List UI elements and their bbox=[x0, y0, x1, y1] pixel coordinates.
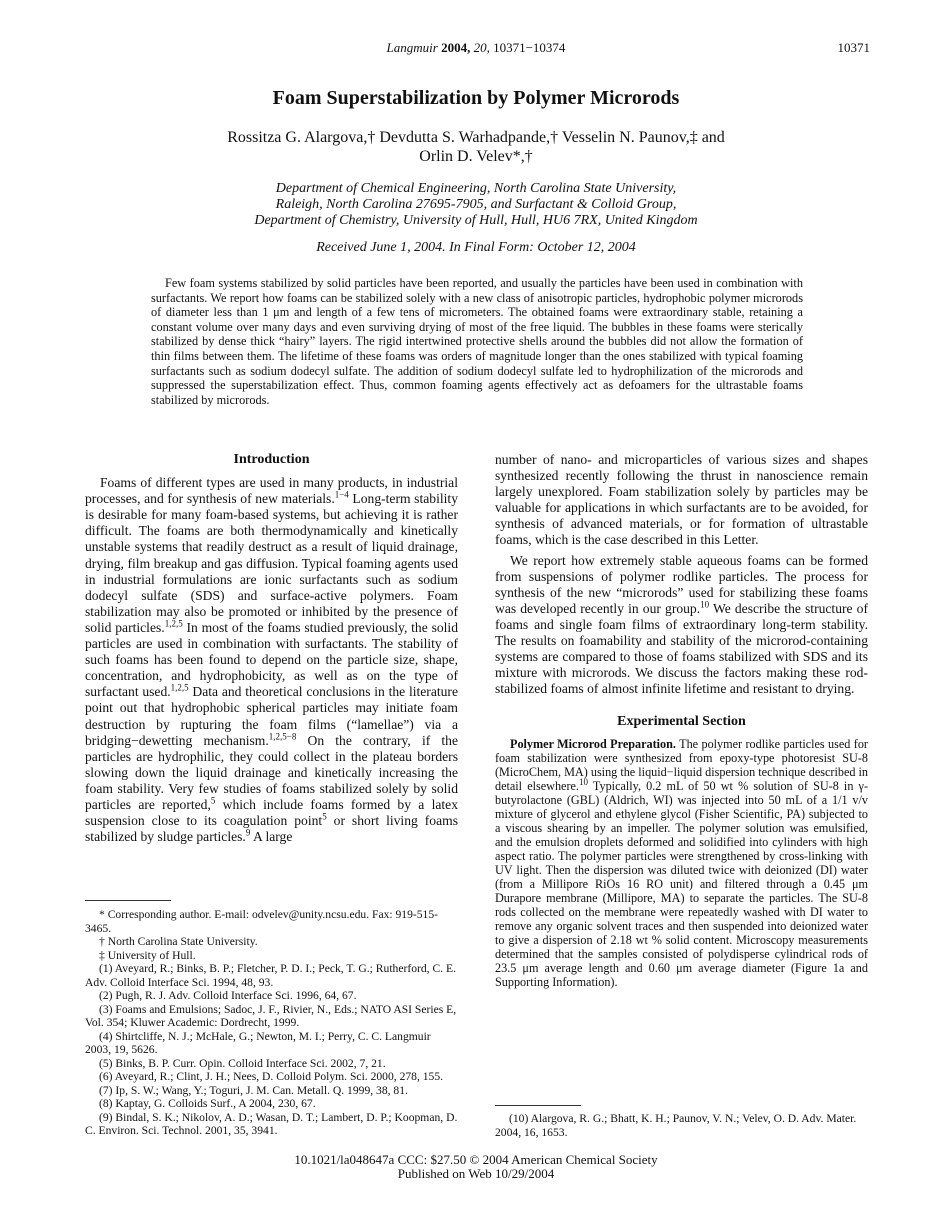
footnote-right bbox=[495, 1112, 868, 1139]
affiliation-line: Department of Chemistry, University of Hull, Hull, HU6 7RX, United Kingdom bbox=[254, 213, 698, 228]
footnotes-left bbox=[85, 908, 458, 1138]
reference-item: (3) Foams and Emulsions; Sadoc, J. F., Rivier, N., Eds.; NATO ASI Series E, Vol. 354; Kluwer Academic: Dordrecht, 1999. bbox=[85, 1002, 457, 1029]
introduction-heading: Introduction bbox=[233, 452, 310, 467]
experimental-body bbox=[495, 737, 868, 989]
authors-line-1: Rossitza G. Alargova,† Devdutta S. Warhadpande,† Vesselin N. Paunov,‡ and bbox=[227, 129, 725, 146]
right-column bbox=[495, 452, 868, 989]
abstract bbox=[151, 276, 803, 407]
page-number: 10371 bbox=[837, 40, 870, 55]
reference-item: (5) Binks, B. P. Curr. Opin. Colloid Interface Sci. 2002, 7, 21. bbox=[99, 1056, 386, 1070]
article-title: Foam Superstabilization by Polymer Microrods bbox=[272, 87, 680, 109]
footnote-affiliation: † North Carolina State University. bbox=[99, 935, 258, 948]
intro-paragraph-1: Foams of different types are used in many products, in industrial processes, and for synthesis of new materials.$^{1-4}$ Long-term stability is desirable for many foam-based systems, but achieving it is rather difficult. The foams are both thermodynamically and kinetically unstable systems that readily destruct as a result of liquid drainage, drying, film breakup and gas diffusion. Typical foaming agents used in industrial formulations are ionic surfactants such as sodium dodecyl sulfate (SDS) and surface-active polymers. Foam stabilization may also be promoted or inhibited by the presence of solid particles.$^{1,2,5}$ In most of the foams studied previously, the solid particles are used in combination with surfactants. The stability of such foams has been found to depend on the particle size, shape, concentration, and hydrophobicity, as well as on the type of surfactant used.$^{1,2,5}$ Data and theoretical conclusions in the literature point out that hydrophobic spherical particles may initiate foam destruction by rupturing the foam films (“lamellae”) via a bridging−dewetting mechanism.$^{1,2,5-8}$ On the contrary, if the particles are hydrophilic, they could collect in the plateau borders slowing down the liquid drainage and kinetically increasing the foam stability. Very few studies of foams stabilized solely by solid particles are reported,$^5$ which include foams formed by a latex suspension close to its coagulation point$^5$ or short living foams stabilized by sludge particles.$^9$ A large bbox=[85, 475, 459, 845]
experimental-paragraph: Polymer Microrod Preparation. The polymer rodlike particles used for foam stabilization were synthesized from epoxy-type photoresist SU-8 (MicroChem, MA) using the liquid−liquid dispersion technique described in detail elsewhere.$^{10}$ Typically, 0.2 mL of 50 wt % solution of SU-8 in γ-butyrolactone (GBL) (Aldrich, WI) was injected into 50 mL of a 1/1 v/v mixture of glycerol and ethylene glycol (Fisher Scientific, PA) subjected to a viscous shearing by an impeller. The polymer solution was emulsified, and the emulsion droplets deformed and solidified into cylinders with high aspect ratio. The polymer particles were strengthened by cross-linking with UV light. Then the dispersion was diluted twice with deionized (DI) water (from a Millipore RiOs 16 RO unit) and filtered through a 0.45 μm Durapore membrane (Millipore, MA) to separate the particles. The SU-8 rods collected on the membrane were repeatedly washed with DI water to remove any organic solvent traces and then suspended into deionized water to give a dispersion of 2.18 wt % solid content. Microscopy measurements determined that the samples consisted of polydisperse cylindrical rods of 23.5 μm average length and 0.60 μm average diameter (Figure 1a and Supporting Information). bbox=[495, 736, 868, 989]
journal-name: Langmuir bbox=[386, 40, 438, 55]
journal-pages: 10371−10374 bbox=[493, 40, 566, 55]
journal-year: 2004, bbox=[441, 40, 471, 55]
reference-item: (6) Aveyard, R.; Clint, J. H.; Nees, D. Colloid Polym. Sci. 2000, 278, 155. bbox=[99, 1070, 444, 1083]
reference-item: (1) Aveyard, R.; Binks, B. P.; Fletcher, P. D. I.; Peck, T. G.; Rutherford, C. E. Adv. Colloid Interface Sci. 1994, 48, 93. bbox=[85, 962, 456, 989]
footnote-corresponding: * Corresponding author. E-mail: odvelev@unity.ncsu.edu. Fax: 919-515-3465. bbox=[85, 908, 439, 935]
intro-paragraph-2: We report how extremely stable aqueous foams can be formed from suspensions of polymer rodlike particles. The process for synthesis of the new “microrods” used for stabilizing these foams was developed recently in our group.$^{10}$ We describe the structure of foams and single foam films of extraordinary long-term stability. The results on foamability and stability of the microrod-containing systems are compared to those of foams stabilized with SDS and its mixture with microrods. We discuss the factors making these rod-stabilized foams of almost infinite lifetime and resistant to drying. bbox=[495, 552, 868, 697]
journal-volume: 20, bbox=[473, 40, 490, 55]
runin-heading: Polymer Microrod Preparation. bbox=[510, 736, 676, 751]
affiliations bbox=[140, 181, 812, 229]
abstract-text: Few foam systems stabilized by solid particles have been reported, and usually the particles have been used in combination with surfactants. We report how foams can be stabilized solely with a new class of anisotropic particles, hydrophobic polymer microrods of diameter less than 1 μm and length of a few tens of micrometers. The obtained foams were extraordinary stable, retaining a constant volume over many days and even surviving drying of most of the free liquid. The bubbles in these foams were sterically stabilized by dense thick “hairy” layers. The rigid intertwined protective shells around the bubbles did not allow the formation of thin films between them. The lifetime of these foams was orders of magnitude longer than the ones stabilized with typical foaming surfactants such as sodium dodecyl sulfate. The addition of sodium dodecyl sulfate led to hydrophilization of the microrods and suppressed the superstabilization effect. Thus, common foaming agents effectively act as defoamers for the ultrastable foams stabilized by microrods. bbox=[151, 276, 803, 407]
left-column bbox=[85, 452, 458, 845]
reference-item: (7) Ip, S. W.; Wang, Y.; Toguri, J. M. Can. Metall. Q. 1999, 38, 81. bbox=[99, 1083, 408, 1097]
footnote-rule bbox=[495, 1105, 581, 1106]
doi-line: 10.1021/la048647a CCC: $27.50 © 2004 American Chemical Society bbox=[294, 1152, 658, 1167]
affiliation-line: Department of Chemical Engineering, North Carolina State University, bbox=[275, 181, 677, 196]
published-date: Published on Web 10/29/2004 bbox=[397, 1166, 555, 1181]
footnote-affiliation: ‡ University of Hull. bbox=[99, 948, 196, 962]
running-header bbox=[0, 40, 952, 56]
intro-paragraph-1-continued: number of nano- and microparticles of various sizes and shapes synthesized recently following the thrust in nanoscience remain largely unexplored. Foam stabilization solely by particles may be valuable for applications in which surfactants are to be avoided, for synthesis of advanced materials, or for formation of ultrastable foams, which is the case described in this Letter. bbox=[495, 452, 868, 548]
reference-item: (9) Bindal, S. K.; Nikolov, A. D.; Wasan, D. T.; Lambert, D. P.; Koopman, D. C. Environ. Sci. Technol. 2001, 35, 3941. bbox=[85, 1110, 458, 1137]
reference-item: (2) Pugh, R. J. Adv. Colloid Interface Sci. 1996, 64, 67. bbox=[99, 989, 357, 1002]
author-list bbox=[140, 128, 812, 166]
reference-item: (4) Shirtcliffe, N. J.; McHale, G.; Newton, M. I.; Perry, C. C. Langmuir 2003, 19, 5626. bbox=[85, 1029, 431, 1056]
reference-item: (8) Kaptay, G. Colloids Surf., A 2004, 230, 67. bbox=[99, 1097, 316, 1110]
reference-item: (10) Alargova, R. G.; Bhatt, K. H.; Paunov, V. N.; Velev, O. D. Adv. Mater. 2004, 16, 1653. bbox=[495, 1112, 857, 1139]
authors-line-2: Orlin D. Velev*,† bbox=[419, 148, 533, 165]
footnote-rule bbox=[85, 900, 171, 901]
affiliation-line: Raleigh, North Carolina 27695-7905, and Surfactant & Colloid Group, bbox=[275, 197, 677, 212]
experimental-heading: Experimental Section bbox=[617, 714, 746, 730]
received-dates: Received June 1, 2004. In Final Form: October 12, 2004 bbox=[316, 240, 636, 255]
